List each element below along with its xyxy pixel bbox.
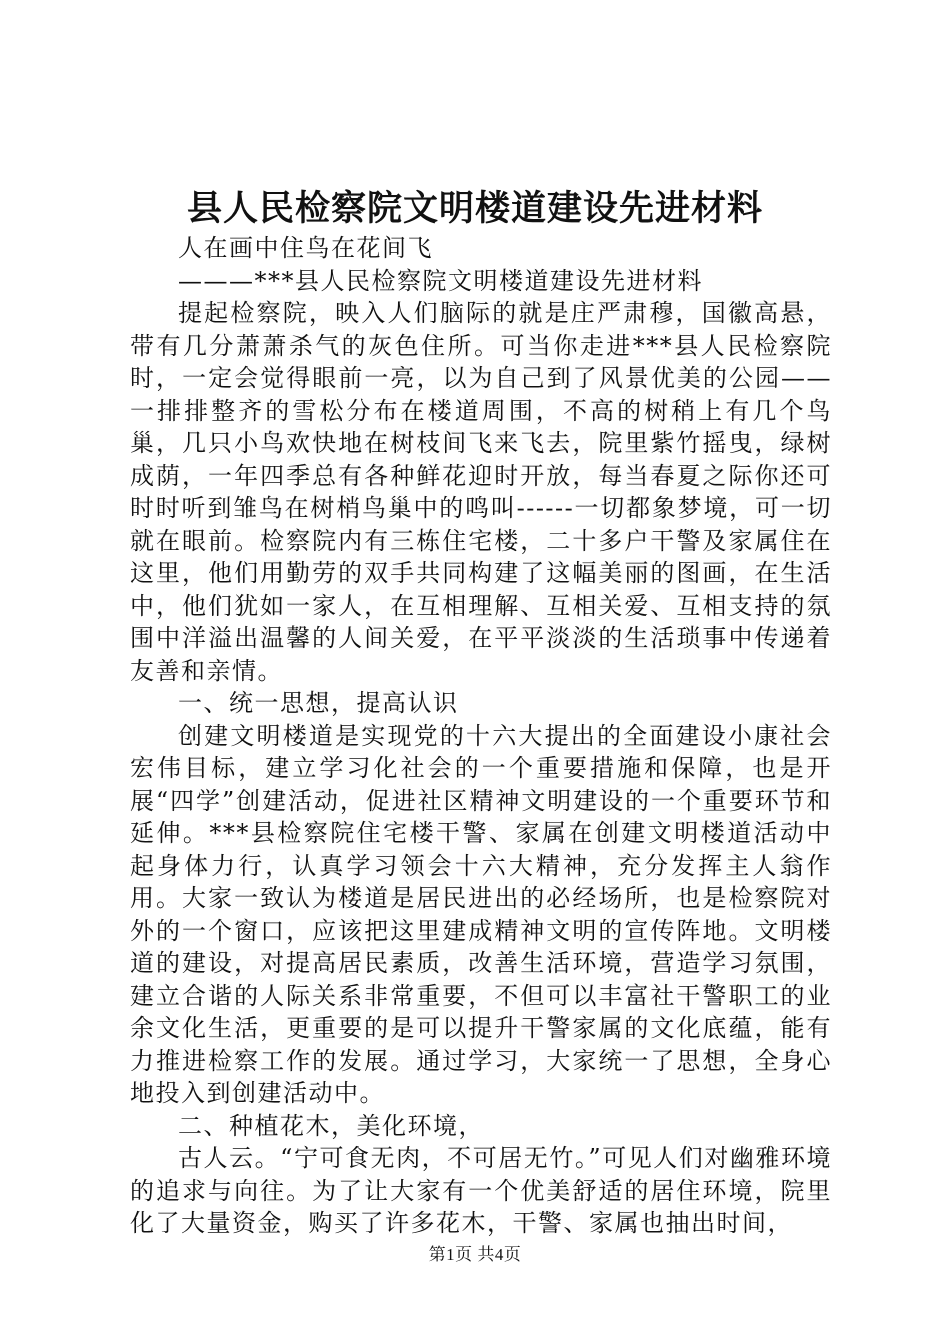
- byline: ———***县人民检察院文明楼道建设先进材料: [178, 266, 703, 295]
- document-body: [130, 232, 832, 1240]
- section-heading-1: 一、统一思想，提高认识: [178, 689, 459, 717]
- paragraph-section-1: 创建文明楼道是实现党的十六大提出的全面建设小康社会宏伟目标，建立学习化社会的一个重要措施和保障，也是开展“四学”创建活动，促进社区精神文明建设的一个重要环节和延伸。***县检察院住宅楼干警、家属在创建文明楼道活动中起身体力行，认真学习领会十六大精神，充分发挥主人翁作用。大家一致认为楼道是居民进出的必经场所，也是检察院对外的一个窗口，应该把这里建成精神文明的宣传阵地。文明楼道的建设，对提高居民素质，改善生活环境，营造学习氛围，建立合谐的人际关系非常重要，不但可以丰富社干警职工的业余文化生活，更重要的是可以提升干警家属的文化底蕴，能有力推进检察工作的发展。通过学习，大家统一了思想，全身心地投入到创建活动中。: [130, 721, 832, 1107]
- page-number-footer: 第1页 共4页: [428, 1245, 522, 1264]
- paragraph-intro: 提起检察院，映入人们脑际的就是庄严肃穆，国徽高悬，带有几分萧萧杀气的灰色住所。可当你走进***县人民检察院时，一定会觉得眼前一亮，以为自己到了风景优美的公园——一排排整齐的雪松分布在楼道周围，不高的树稍上有几个鸟巢，几只小鸟欢快地在树枝间飞来飞去，院里紫竹摇曳，绿树成荫，一年四季总有各种鲜花迎时开放，每当春夏之际你还可时时听到雏鸟在树梢鸟巢中的鸣叫------一切都象梦境，可一切就在眼前。检察院内有三栋住宅楼，二十多户干警及家属住在这里，他们用勤劳的双手共同构建了这幅美丽的图画，在生活中，他们犹如一家人，在互相理解、互相关爱、互相支持的氛围中洋溢出温馨的人间关爱，在平平淡淡的生活琐事中传递着友善和亲情。: [130, 299, 832, 685]
- paragraph-section-2: 古人云。“宁可食无肉，不可居无竹。”可见人们对幽雅环境的追求与向往。为了让大家有一个优美舒适的居住环境，院里化了大量资金，购买了许多花木，干警、家属也抽出时间，: [130, 1144, 832, 1237]
- subtitle: 人在画中住鸟在花间飞: [178, 234, 433, 262]
- document-title: 县人民检察院文明楼道建设先进材料: [186, 188, 763, 229]
- section-heading-2: 二、种植花木，美化环境，: [178, 1111, 484, 1140]
